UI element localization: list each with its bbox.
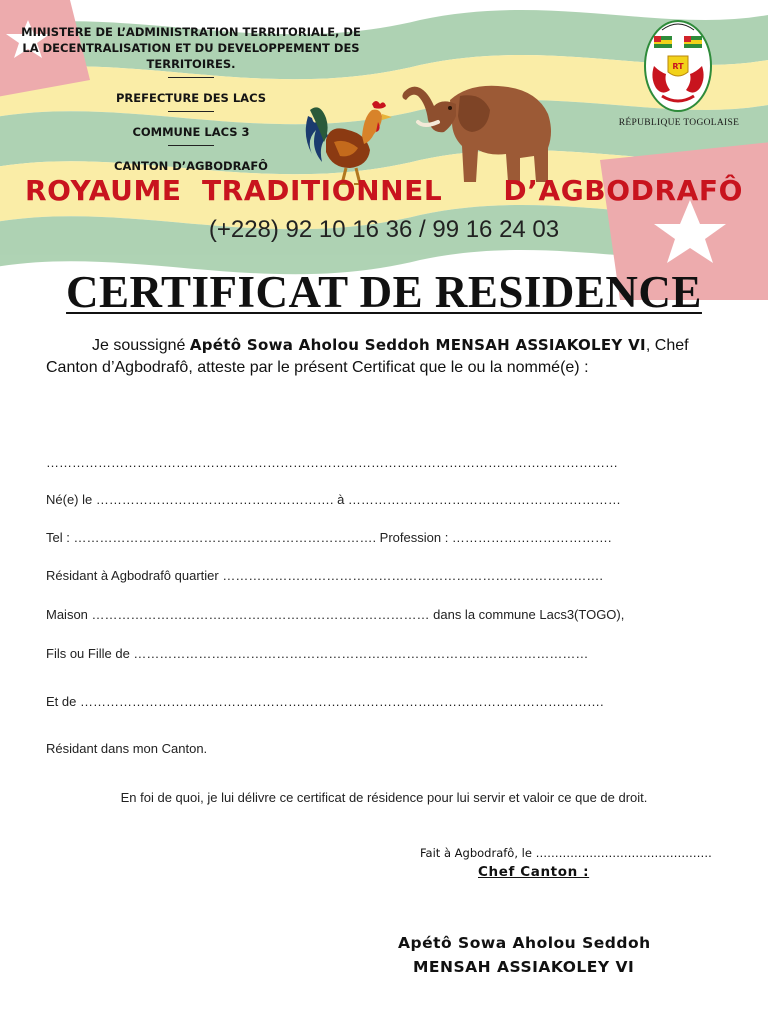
intro-prefix: Je soussigné bbox=[92, 337, 190, 354]
closing-statement: En foi de quoi, je lui délivre ce certificat de résidence pour lui servir et valoir ce que de droit. bbox=[120, 790, 648, 805]
certificate-title: CERTIFICAT DE RESIDENCE bbox=[66, 267, 702, 317]
phone-numbers: (+228) 92 10 16 36 / 99 16 24 03 bbox=[208, 216, 560, 243]
divider bbox=[168, 145, 214, 146]
togo-coat-of-arms-icon bbox=[632, 16, 724, 116]
intro-suffix: , Chef Canton d’Agbodrafô, atteste par le présent Certificat que le ou la nommé(e) : bbox=[46, 337, 689, 376]
emblem-initials: RT bbox=[672, 62, 684, 71]
resident-statement: Résidant dans mon Canton. bbox=[46, 741, 208, 756]
ministry-line-1: MINISTERE DE L’ADMINISTRATION TERRITORIALE, DE bbox=[21, 25, 361, 39]
parent-father-field: Fils ou Fille de …………………………………………………………………………………………… bbox=[46, 646, 589, 661]
ministry-line-3: TERRITOIRES. bbox=[146, 57, 236, 71]
birth-field: Né(e) le ………………………………………………. à ……………………………………………………… bbox=[46, 492, 621, 507]
prefecture-label: PREFECTURE DES LACS bbox=[115, 91, 267, 105]
maison-field: Maison …………………………………………………………………… dans la commune Lacs3(TOGO), bbox=[46, 607, 625, 622]
divider bbox=[168, 77, 214, 78]
chief-name: Apétô Sowa Aholou Seddoh MENSAH ASSIAKOLEY VI bbox=[189, 336, 646, 354]
quartier-field: Résidant à Agbodrafô quartier ……………………………………………………………………………. bbox=[46, 568, 603, 583]
name-blank-field: …………………………………………………………………………………………………………………… bbox=[46, 455, 618, 470]
commune-label: COMMUNE LACS 3 bbox=[132, 125, 250, 139]
signatory-name-line-1: Apétô Sowa Aholou Seddoh bbox=[398, 934, 651, 952]
canton-label: CANTON D’AGBODRAFÔ bbox=[114, 159, 268, 173]
attestation-paragraph bbox=[46, 334, 722, 379]
kingdom-title: ROYAUME TRADITIONNEL D’AGBODRAFÔ bbox=[24, 174, 744, 207]
elephant-icon bbox=[398, 70, 558, 188]
emblem-caption: RÉPUBLIQUE TOGOLAISE bbox=[618, 118, 740, 128]
signatory-name-line-2: MENSAH ASSIAKOLEY VI bbox=[413, 958, 635, 976]
place-date-line: Fait à Agbodrafô, le ………………………………………. bbox=[420, 846, 712, 860]
ministry-line-2: LA DECENTRALISATION ET DU DEVELOPPEMENT DES bbox=[22, 41, 360, 55]
chef-canton-label: Chef Canton : bbox=[478, 864, 590, 880]
divider bbox=[168, 111, 214, 112]
parent-mother-field: Et de …………………………………………………………………………………………………………. bbox=[46, 694, 604, 709]
tel-profession-field: Tel : ……………………………………………………………. Profession : ………………………………. bbox=[46, 530, 612, 545]
